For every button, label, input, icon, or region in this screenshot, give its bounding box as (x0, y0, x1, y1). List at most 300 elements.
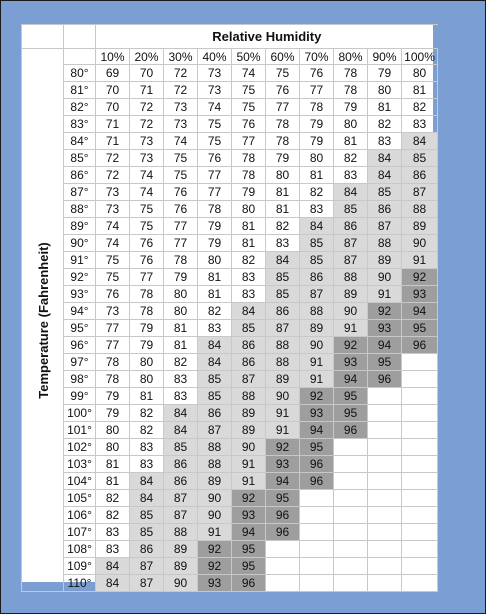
empty-cell (368, 473, 402, 490)
table-row (22, 575, 438, 592)
heat-index-cell: 89 (232, 405, 266, 422)
table-row (22, 320, 438, 337)
heat-index-cell: 79 (232, 184, 266, 201)
heat-index-cell: 84 (198, 337, 232, 354)
heat-index-cell: 78 (232, 150, 266, 167)
heat-index-cell: 95 (368, 354, 402, 371)
empty-cell (402, 456, 438, 473)
y-axis-label: Temperature (Fahrenheit) (35, 241, 51, 399)
column-header: 30% (164, 49, 198, 65)
heat-index-cell: 72 (96, 150, 130, 167)
heat-index-cell: 83 (130, 439, 164, 456)
heat-index-cell: 73 (198, 82, 232, 99)
heat-index-cell: 80 (334, 116, 368, 133)
heat-index-cell: 81 (266, 201, 300, 218)
row-temperature-label: 103° (64, 456, 96, 473)
heat-index-cell: 88 (232, 388, 266, 405)
heat-index-cell: 89 (164, 541, 198, 558)
heat-index-cell: 87 (130, 575, 164, 592)
heat-index-cell: 86 (368, 201, 402, 218)
table-row (22, 150, 438, 167)
heat-index-cell: 79 (130, 337, 164, 354)
heat-index-cell: 81 (300, 167, 334, 184)
heat-index-cell: 91 (198, 524, 232, 541)
empty-cell (402, 473, 438, 490)
heat-index-cell: 77 (164, 218, 198, 235)
heat-index-cell: 84 (96, 575, 130, 592)
heat-index-cell: 83 (368, 133, 402, 150)
table-row (22, 371, 438, 388)
row-temperature-label: 91° (64, 252, 96, 269)
heat-index-cell: 76 (130, 235, 164, 252)
table-row (22, 456, 438, 473)
heat-index-cell: 73 (198, 65, 232, 82)
heat-index-cell: 81 (164, 337, 198, 354)
heat-index-cell: 96 (334, 422, 368, 439)
heat-index-cell: 86 (198, 405, 232, 422)
empty-cell (368, 388, 402, 405)
y-axis-label-cell (22, 49, 64, 592)
empty-cell (334, 456, 368, 473)
heat-index-cell: 86 (402, 167, 438, 184)
heat-index-cell: 90 (232, 439, 266, 456)
heat-index-cell: 94 (368, 337, 402, 354)
heat-index-cell: 79 (96, 388, 130, 405)
heat-index-cell: 87 (164, 490, 198, 507)
heat-index-cell: 82 (300, 184, 334, 201)
heat-index-cell: 87 (334, 235, 368, 252)
heat-index-cell: 77 (198, 167, 232, 184)
heat-index-cell: 70 (96, 82, 130, 99)
heat-index-cell: 91 (300, 371, 334, 388)
heat-index-cell: 82 (266, 218, 300, 235)
heat-index-cell: 87 (130, 558, 164, 575)
heat-index-cell: 76 (164, 184, 198, 201)
heat-index-cell: 93 (402, 286, 438, 303)
heat-index-cell: 76 (164, 201, 198, 218)
table-row (22, 541, 438, 558)
empty-cell (402, 575, 438, 592)
empty-cell (402, 439, 438, 456)
heat-index-cell: 95 (334, 405, 368, 422)
heat-index-cell: 78 (266, 116, 300, 133)
heat-index-cell: 81 (130, 388, 164, 405)
empty-cell (334, 473, 368, 490)
heat-index-cell: 89 (164, 558, 198, 575)
heat-index-cell: 89 (232, 422, 266, 439)
heat-index-cell: 72 (96, 167, 130, 184)
heat-index-cell: 82 (96, 490, 130, 507)
heat-index-cell: 76 (96, 286, 130, 303)
heat-index-cell: 79 (96, 405, 130, 422)
heat-index-cell: 86 (164, 456, 198, 473)
heat-index-cell: 87 (300, 286, 334, 303)
heat-index-cell: 91 (334, 320, 368, 337)
heat-index-cell: 84 (130, 473, 164, 490)
heat-index-cell: 77 (198, 184, 232, 201)
heat-index-cell: 90 (368, 269, 402, 286)
heat-index-cell: 81 (402, 82, 438, 99)
row-temperature-label: 105° (64, 490, 96, 507)
heat-index-cell: 80 (266, 167, 300, 184)
empty-cell (368, 422, 402, 439)
table-row (22, 388, 438, 405)
heat-index-cell: 74 (164, 133, 198, 150)
heat-index-cell: 95 (334, 388, 368, 405)
empty-cell (402, 490, 438, 507)
heat-index-cell: 92 (198, 541, 232, 558)
heat-index-cell: 76 (266, 82, 300, 99)
heat-index-cell: 96 (300, 473, 334, 490)
heat-index-cell: 87 (198, 422, 232, 439)
heat-index-cell: 77 (300, 82, 334, 99)
empty-cell (368, 439, 402, 456)
row-temperature-label: 98° (64, 371, 96, 388)
heat-index-cell: 86 (300, 269, 334, 286)
heat-index-cell: 91 (402, 252, 438, 269)
heat-index-cell: 84 (198, 354, 232, 371)
heat-index-cell: 87 (402, 184, 438, 201)
heat-index-cell: 80 (300, 150, 334, 167)
column-header: 50% (232, 49, 266, 65)
heat-index-cell: 88 (198, 456, 232, 473)
heat-index-cell: 83 (300, 201, 334, 218)
heat-index-cell: 75 (96, 269, 130, 286)
heat-index-cell: 75 (130, 218, 164, 235)
heat-index-cell: 93 (198, 575, 232, 592)
heat-index-cell: 78 (232, 167, 266, 184)
heat-index-cell: 94 (334, 371, 368, 388)
row-temperature-label: 83° (64, 116, 96, 133)
empty-cell (402, 405, 438, 422)
heat-index-cell: 96 (266, 507, 300, 524)
heat-index-cell: 81 (198, 286, 232, 303)
table-row (22, 65, 438, 82)
table-row (22, 286, 438, 303)
row-temperature-label: 107° (64, 524, 96, 541)
heat-index-cell: 78 (198, 201, 232, 218)
heat-index-cell: 95 (266, 490, 300, 507)
row-temperature-label: 100° (64, 405, 96, 422)
row-temperature-label: 96° (64, 337, 96, 354)
heat-index-cell: 85 (300, 252, 334, 269)
row-temperature-label: 104° (64, 473, 96, 490)
heat-index-cell: 94 (402, 303, 438, 320)
heat-index-cell: 89 (334, 286, 368, 303)
heat-index-cell: 69 (96, 65, 130, 82)
heat-index-cell: 83 (232, 269, 266, 286)
table-row (22, 490, 438, 507)
heat-index-cell: 77 (96, 320, 130, 337)
heat-index-cell: 96 (232, 575, 266, 592)
heat-index-cell: 84 (368, 150, 402, 167)
empty-cell (402, 524, 438, 541)
heat-index-cell: 92 (368, 303, 402, 320)
empty-cell (266, 575, 300, 592)
heat-index-cell: 86 (334, 218, 368, 235)
column-header-row (22, 49, 438, 65)
row-temperature-label: 82° (64, 99, 96, 116)
table-row (22, 99, 438, 116)
heat-index-cell: 89 (300, 320, 334, 337)
heat-index-cell: 85 (198, 371, 232, 388)
heat-index-cell: 83 (402, 116, 438, 133)
heat-index-cell: 95 (232, 558, 266, 575)
table-row (22, 235, 438, 252)
heat-index-cell: 86 (232, 354, 266, 371)
heat-index-cell: 90 (402, 235, 438, 252)
heat-index-cell: 78 (130, 286, 164, 303)
heat-index-cell: 80 (368, 82, 402, 99)
table-row (22, 337, 438, 354)
heat-index-cell: 73 (130, 150, 164, 167)
heat-index-cell: 75 (96, 252, 130, 269)
heat-index-cell: 79 (198, 235, 232, 252)
empty-cell (368, 558, 402, 575)
empty-cell (334, 541, 368, 558)
row-temperature-label: 88° (64, 201, 96, 218)
heat-index-cell: 80 (96, 439, 130, 456)
y-axis-label-wrap (22, 49, 64, 591)
heat-index-cell: 89 (368, 252, 402, 269)
heat-index-cell: 78 (266, 133, 300, 150)
empty-cell (300, 558, 334, 575)
heat-index-cell: 82 (402, 99, 438, 116)
heat-index-cell: 84 (130, 490, 164, 507)
row-temperature-label: 106° (64, 507, 96, 524)
row-temperature-label: 81° (64, 82, 96, 99)
row-temperature-label: 110° (64, 575, 96, 592)
heat-index-cell: 82 (232, 252, 266, 269)
heat-index-cell: 84 (266, 252, 300, 269)
heat-index-cell: 85 (266, 286, 300, 303)
empty-cell (266, 541, 300, 558)
heat-index-cell: 82 (368, 116, 402, 133)
heat-index-cell: 91 (232, 473, 266, 490)
empty-cell (402, 422, 438, 439)
heat-index-cell: 80 (96, 422, 130, 439)
heat-index-cell: 78 (96, 371, 130, 388)
heat-index-cell: 91 (368, 286, 402, 303)
heat-index-cell: 82 (198, 303, 232, 320)
heat-index-cell: 84 (300, 218, 334, 235)
table-row (22, 167, 438, 184)
empty-cell (368, 405, 402, 422)
heat-index-cell: 85 (198, 388, 232, 405)
column-header: 60% (266, 49, 300, 65)
chart-title: Relative Humidity (96, 25, 438, 49)
heat-index-cell: 87 (266, 320, 300, 337)
heat-index-cell: 73 (164, 116, 198, 133)
empty-cell (402, 541, 438, 558)
heat-index-cell: 88 (402, 201, 438, 218)
heat-index-cell: 72 (130, 99, 164, 116)
heat-index-cell: 88 (300, 303, 334, 320)
empty-cell (334, 575, 368, 592)
table-row (22, 252, 438, 269)
heat-index-cell: 94 (266, 473, 300, 490)
column-header: 70% (300, 49, 334, 65)
empty-cell (334, 507, 368, 524)
table-row (22, 201, 438, 218)
row-temperature-label: 84° (64, 133, 96, 150)
heat-index-cell: 96 (266, 524, 300, 541)
heat-index-cell: 76 (130, 252, 164, 269)
table-row (22, 473, 438, 490)
heat-index-cell: 74 (130, 184, 164, 201)
heat-index-cell: 83 (266, 235, 300, 252)
heat-index-cell: 90 (198, 507, 232, 524)
heat-index-cell: 79 (198, 218, 232, 235)
heat-index-cell: 71 (130, 82, 164, 99)
empty-cell (368, 507, 402, 524)
heat-index-cell: 74 (96, 235, 130, 252)
heat-index-cell: 76 (232, 116, 266, 133)
heat-index-cell: 72 (164, 82, 198, 99)
heat-index-cell: 92 (198, 558, 232, 575)
heat-index-cell: 94 (232, 524, 266, 541)
heat-index-cell: 83 (164, 371, 198, 388)
heat-index-cell: 81 (334, 133, 368, 150)
heat-index-cell: 74 (130, 167, 164, 184)
row-temperature-label: 87° (64, 184, 96, 201)
heat-index-cell: 84 (334, 184, 368, 201)
heat-index-cell: 87 (368, 218, 402, 235)
heat-index-cell: 78 (300, 99, 334, 116)
table-row (22, 524, 438, 541)
heat-index-cell: 90 (334, 303, 368, 320)
heat-index-cell: 88 (198, 439, 232, 456)
heat-index-cell: 90 (300, 337, 334, 354)
heat-index-cell: 90 (266, 388, 300, 405)
corner-cell (22, 25, 64, 49)
heat-index-cell: 73 (96, 303, 130, 320)
heat-index-cell: 85 (130, 507, 164, 524)
table-row (22, 354, 438, 371)
table-row (22, 133, 438, 150)
heat-index-cell: 71 (96, 133, 130, 150)
heat-index-cell: 77 (96, 337, 130, 354)
row-temperature-label: 86° (64, 167, 96, 184)
heat-index-cell: 83 (96, 524, 130, 541)
heat-index-cell: 81 (164, 320, 198, 337)
heat-index-cell: 91 (266, 422, 300, 439)
heat-index-cell: 88 (266, 337, 300, 354)
heat-index-cell: 83 (130, 456, 164, 473)
empty-cell (368, 575, 402, 592)
heat-index-sheet (21, 24, 435, 590)
empty-cell (368, 490, 402, 507)
row-temperature-label: 109° (64, 558, 96, 575)
heat-index-cell: 80 (232, 201, 266, 218)
heat-index-cell: 80 (164, 303, 198, 320)
heat-index-cell: 72 (164, 65, 198, 82)
heat-index-cell: 86 (164, 473, 198, 490)
table-row (22, 303, 438, 320)
heat-index-cell: 78 (164, 252, 198, 269)
heat-index-cell: 93 (232, 507, 266, 524)
heat-index-cell: 73 (96, 201, 130, 218)
heat-index-cell: 93 (266, 456, 300, 473)
empty-cell (402, 388, 438, 405)
heat-index-cell: 80 (130, 354, 164, 371)
heat-index-cell: 80 (164, 286, 198, 303)
heat-index-cell: 74 (232, 65, 266, 82)
corner-cell (64, 25, 96, 49)
heat-index-cell: 88 (334, 269, 368, 286)
heat-index-cell: 79 (164, 269, 198, 286)
empty-cell (300, 524, 334, 541)
heat-index-cell: 75 (164, 167, 198, 184)
heat-index-cell: 75 (198, 116, 232, 133)
empty-cell (300, 507, 334, 524)
table-row (22, 184, 438, 201)
heat-index-cell: 88 (368, 235, 402, 252)
heat-index-cell: 83 (96, 541, 130, 558)
heat-index-cell: 79 (334, 99, 368, 116)
heat-index-cell: 86 (266, 303, 300, 320)
title-row (22, 25, 438, 49)
heat-index-cell: 70 (96, 99, 130, 116)
heat-index-cell: 87 (164, 507, 198, 524)
empty-cell (368, 524, 402, 541)
row-temperature-label: 99° (64, 388, 96, 405)
heat-index-cell: 79 (300, 133, 334, 150)
heat-index-cell: 86 (232, 337, 266, 354)
column-header: 10% (96, 49, 130, 65)
heat-index-cell: 73 (130, 133, 164, 150)
heat-index-cell: 82 (130, 405, 164, 422)
heat-index-cell: 89 (266, 371, 300, 388)
empty-cell (334, 524, 368, 541)
heat-index-cell: 90 (198, 490, 232, 507)
column-header: 90% (368, 49, 402, 65)
empty-cell (334, 490, 368, 507)
row-temperature-label: 97° (64, 354, 96, 371)
table-row (22, 439, 438, 456)
row-temperature-label: 92° (64, 269, 96, 286)
heat-index-cell: 89 (198, 473, 232, 490)
heat-index-cell: 92 (266, 439, 300, 456)
empty-cell (402, 507, 438, 524)
row-temperature-label: 102° (64, 439, 96, 456)
heat-index-cell: 80 (402, 65, 438, 82)
heat-index-cell: 75 (130, 201, 164, 218)
table-row (22, 405, 438, 422)
empty-cell (402, 371, 438, 388)
heat-index-cell: 83 (198, 320, 232, 337)
table-row (22, 269, 438, 286)
heat-index-cell: 75 (198, 133, 232, 150)
row-temperature-label: 108° (64, 541, 96, 558)
empty-cell (368, 456, 402, 473)
heat-index-cell: 79 (368, 65, 402, 82)
column-header: 40% (198, 49, 232, 65)
row-temperature-label: 95° (64, 320, 96, 337)
column-header: 80% (334, 49, 368, 65)
heat-index-cell: 85 (300, 235, 334, 252)
heat-index-cell: 85 (402, 150, 438, 167)
heat-index-cell: 81 (232, 218, 266, 235)
table-row (22, 558, 438, 575)
table-row (22, 218, 438, 235)
heat-index-cell: 82 (164, 354, 198, 371)
heat-index-cell: 84 (402, 133, 438, 150)
heat-index-cell: 93 (368, 320, 402, 337)
heat-index-cell: 85 (232, 320, 266, 337)
heat-index-cell: 77 (232, 133, 266, 150)
heat-index-cell: 76 (300, 65, 334, 82)
